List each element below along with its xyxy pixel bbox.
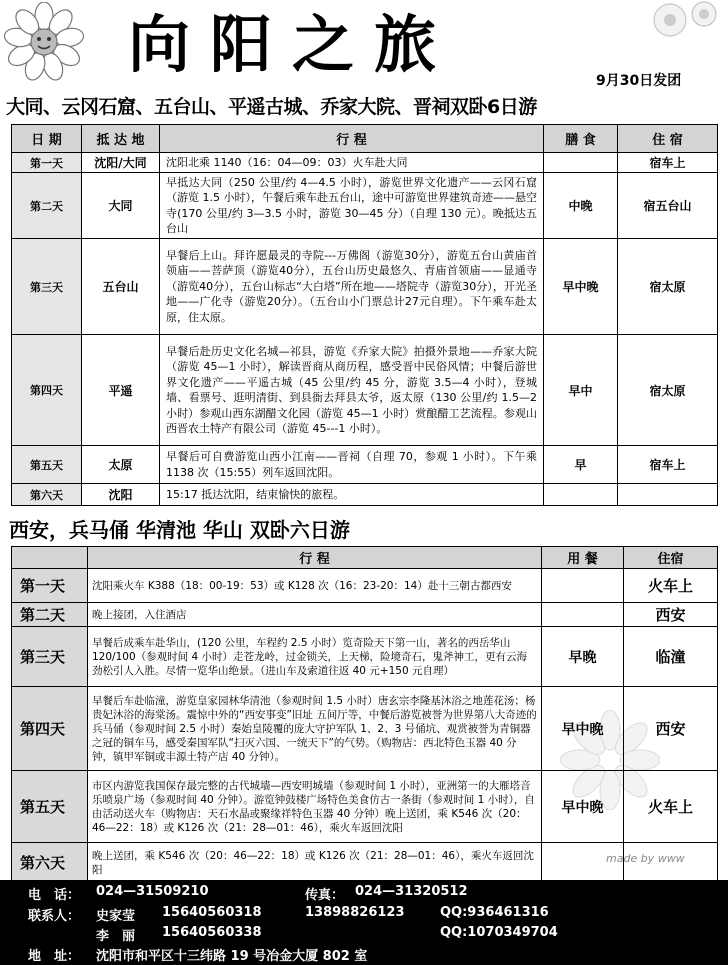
day-cell: 第一天 — [12, 153, 82, 173]
contact1-name: 史家莹 — [96, 909, 136, 924]
address: 沈阳市和平区十三纬路 19 号冶金大厦 802 室 — [96, 949, 368, 964]
fax-number: 024—31320512 — [355, 884, 468, 899]
table-row — [12, 627, 718, 687]
table-header-row — [12, 125, 718, 153]
header-day: 日 期 — [12, 125, 82, 153]
meal-cell — [542, 569, 624, 603]
stay-cell: 宿五台山 — [618, 173, 718, 239]
fax-label: 传真： — [305, 888, 345, 903]
plan-cell: 晚上送团，乘 K546 次（20：46—22：18）或 K126 次（21：28—01：46），乘火车返回沈阳 — [88, 843, 542, 883]
table-row — [12, 335, 718, 446]
table-row — [12, 239, 718, 335]
day-cell: 第五天 — [12, 446, 82, 484]
header-meal: 膳 食 — [544, 125, 618, 153]
table-row — [12, 603, 718, 627]
contact2-qq: QQ:1070349704 — [440, 925, 558, 940]
day-cell: 第三天 — [12, 239, 82, 335]
meal-cell: 早中 — [544, 335, 618, 446]
stay-cell: 宿车上 — [618, 153, 718, 173]
table-row — [12, 687, 718, 771]
stay-cell: 宿车上 — [618, 446, 718, 484]
plan-cell: 早餐后成乘车赴华山，(120 公里，车程约 2.5 小时）览奇险天下第一山，著名的西岳华山 120/100（参观时间 4 小时）走苍龙岭，过金锁关，上天梯，险境奇石，鬼斧神工，更有云海劲松引人入胜。尽情一览华山绝景。（进山车及索道往返 40 元+150 元自理） — [88, 627, 542, 687]
meal-cell: 中晚 — [544, 173, 618, 239]
city-cell: 五台山 — [82, 239, 160, 335]
plan-cell: 早抵达大同（250 公里/约 4—4.5 小时），游览世界文化遗产——云冈石窟（游览 1.5 小时），午餐后乘车赴五台山，途中可游览世界建筑奇迹——悬空寺(170 公里/约 3—3.5 小时，游览 30—45 分）（自理 130 元）。晚抵达五台山 — [160, 173, 544, 239]
day-cell: 第六天 — [12, 484, 82, 506]
header-day — [12, 547, 88, 569]
stay-cell: 西安 — [624, 687, 718, 771]
contact2-phone: 15640560338 — [162, 925, 262, 940]
plan-cell: 早餐后上山。拜许愿最灵的寺院---万佛阁（游览30分），游览五台山黄庙首领庙——菩萨顶（游览40分），五台山历史最悠久、青庙首领庙——显通寺（游览40分），五台山标志“大白塔”所在地——塔院寺（游览30分），开光圣地——广化寺（游览20分）。（五台山小门票总计27元自理）。下午乘车赴太原，住太原。 — [160, 239, 544, 335]
plan-cell: 早餐后车赴临潼，游览皇家园林华清池（参观时间 1.5 小时）唐玄宗李隆基沐浴之地莲花汤；杨贵妃沐浴的海棠汤。震惊中外的“西安事变”旧址 五间厅等，中餐后游览被誉为世界第八大奇迹的兵马俑（参观时间 2.5 小时）秦始皇陵覆的庞大守护军队 1、2、3 号俑坑、观赏被誉为青铜器之冠的铜车马，感受秦国军队“扫灭六国、一统天下”的气势。（购物店：西北特色玉器 40 分钟，镇甲军铜或丰源土特产店 40 分钟）。 — [88, 687, 542, 771]
phone-label: 电 话： — [28, 888, 81, 903]
stay-cell: 宿太原 — [618, 335, 718, 446]
header-stay: 住宿 — [624, 547, 718, 569]
stay-cell — [618, 484, 718, 506]
city-cell: 平遥 — [82, 335, 160, 446]
day-cell: 第一天 — [12, 569, 88, 603]
contact1-phone2: 13898826123 — [305, 905, 405, 920]
table-row — [12, 153, 718, 173]
city-cell: 沈阳 — [82, 484, 160, 506]
header-meal: 用 餐 — [542, 547, 624, 569]
contact2-name: 李 丽 — [96, 929, 136, 944]
plan-cell: 晚上接团，入住酒店 — [88, 603, 542, 627]
table-row — [12, 446, 718, 484]
table-row — [12, 173, 718, 239]
flower-decoration-icon — [640, 0, 728, 60]
departure-date: 9月30日发团 — [596, 73, 682, 89]
meal-cell: 早晚 — [542, 627, 624, 687]
plan-cell: 15:17 抵达沈阳，结束愉快的旅程。 — [160, 484, 544, 506]
stay-cell: 西安 — [624, 603, 718, 627]
address-label: 地 址： — [28, 949, 81, 964]
contact1-phone1: 15640560318 — [162, 905, 262, 920]
plan-cell: 早餐后可自费游览山西小江南——晋祠（自理 70，参观 1 小时）。下午乘 1138 次（15:55）列车返回沈阳。 — [160, 446, 544, 484]
day-cell: 第三天 — [12, 627, 88, 687]
watermark: made by www — [606, 852, 685, 865]
itinerary-table-xian — [11, 546, 718, 883]
meal-cell: 早 — [544, 446, 618, 484]
day-cell: 第二天 — [12, 603, 88, 627]
meal-cell: 早中晚 — [542, 771, 624, 843]
table-row — [12, 484, 718, 506]
meal-cell — [544, 484, 618, 506]
route-title-xian: 西安，兵马俑 华清池 华山 双卧六日游 — [9, 518, 350, 542]
page-title: 向阳之旅 — [128, 8, 457, 81]
city-cell: 沈阳/大同 — [82, 153, 160, 173]
plan-cell: 早餐后赴历史文化名城—祁县，游览《乔家大院》拍摄外景地——乔家大院（游览 45—1 小时），解读晋商从商历程，感受晋中民俗风情；中餐后游世界文化遗产——平遥古城（45 公里/约 45 分，游览 3.5—4 小时），登城墙、看票号、逛明清街、到县衙去拜县太爷，返太原（130 公里/约 1.5—2 小时）参观山西东湖醋文化园（游览 45—1 小时）赏酿醋工艺流程。参观山西晋农土特产有限公司（游览 45---1 小时）。 — [160, 335, 544, 446]
table-row — [12, 771, 718, 843]
route-title-shanxi: 大同、云冈石窟、五台山、平遥古城、乔家大院、晋祠双卧6日游 — [6, 96, 537, 118]
contact-label: 联系人： — [28, 909, 81, 924]
contact-footer — [0, 880, 728, 965]
meal-cell: 早中晚 — [544, 239, 618, 335]
stay-cell: 宿太原 — [618, 239, 718, 335]
header-stay: 住 宿 — [618, 125, 718, 153]
meal-cell: 早中晚 — [542, 687, 624, 771]
header-plan: 行 程 — [160, 125, 544, 153]
meal-cell — [544, 153, 618, 173]
plan-cell: 市区内游览我国保存最完整的古代城墙—西安明城墙（参观时间 1 小时），亚洲第一的大雁塔音乐喷泉广场（参观时间 40 分钟）。游览钟鼓楼广场特色美食仿古一条街（参观时间 1 小时），自由活动送火车（购物店：天石水晶或聚缘祥特色玉器 40 分钟）晚上送团，乘 K546 次（20：46—22：18）或 K126 次（21：28—01：46），乘火车返回沈阳 — [88, 771, 542, 843]
itinerary-table-shanxi — [11, 124, 718, 506]
city-cell: 太原 — [82, 446, 160, 484]
table-row — [12, 569, 718, 603]
header-plan: 行 程 — [88, 547, 542, 569]
day-cell: 第二天 — [12, 173, 82, 239]
meal-cell — [542, 603, 624, 627]
plan-cell: 沈阳北乘 1140（16：04—09：03）火车赴大同 — [160, 153, 544, 173]
header-city: 抵 达 地 — [82, 125, 160, 153]
stay-cell: 火车上 — [624, 771, 718, 843]
stay-cell: 火车上 — [624, 569, 718, 603]
day-cell: 第四天 — [12, 335, 82, 446]
city-cell: 大同 — [82, 173, 160, 239]
phone-number: 024—31509210 — [96, 884, 209, 899]
day-cell: 第六天 — [12, 843, 88, 883]
flower-decoration-icon — [4, 2, 84, 82]
table-header-row — [12, 547, 718, 569]
plan-cell: 沈阳乘火车 K388（18：00-19：53）或 K128 次（16：23-20：14）赴十三朝古都西安 — [88, 569, 542, 603]
day-cell: 第四天 — [12, 687, 88, 771]
stay-cell: 临潼 — [624, 627, 718, 687]
contact1-qq: QQ:936461316 — [440, 905, 549, 920]
day-cell: 第五天 — [12, 771, 88, 843]
